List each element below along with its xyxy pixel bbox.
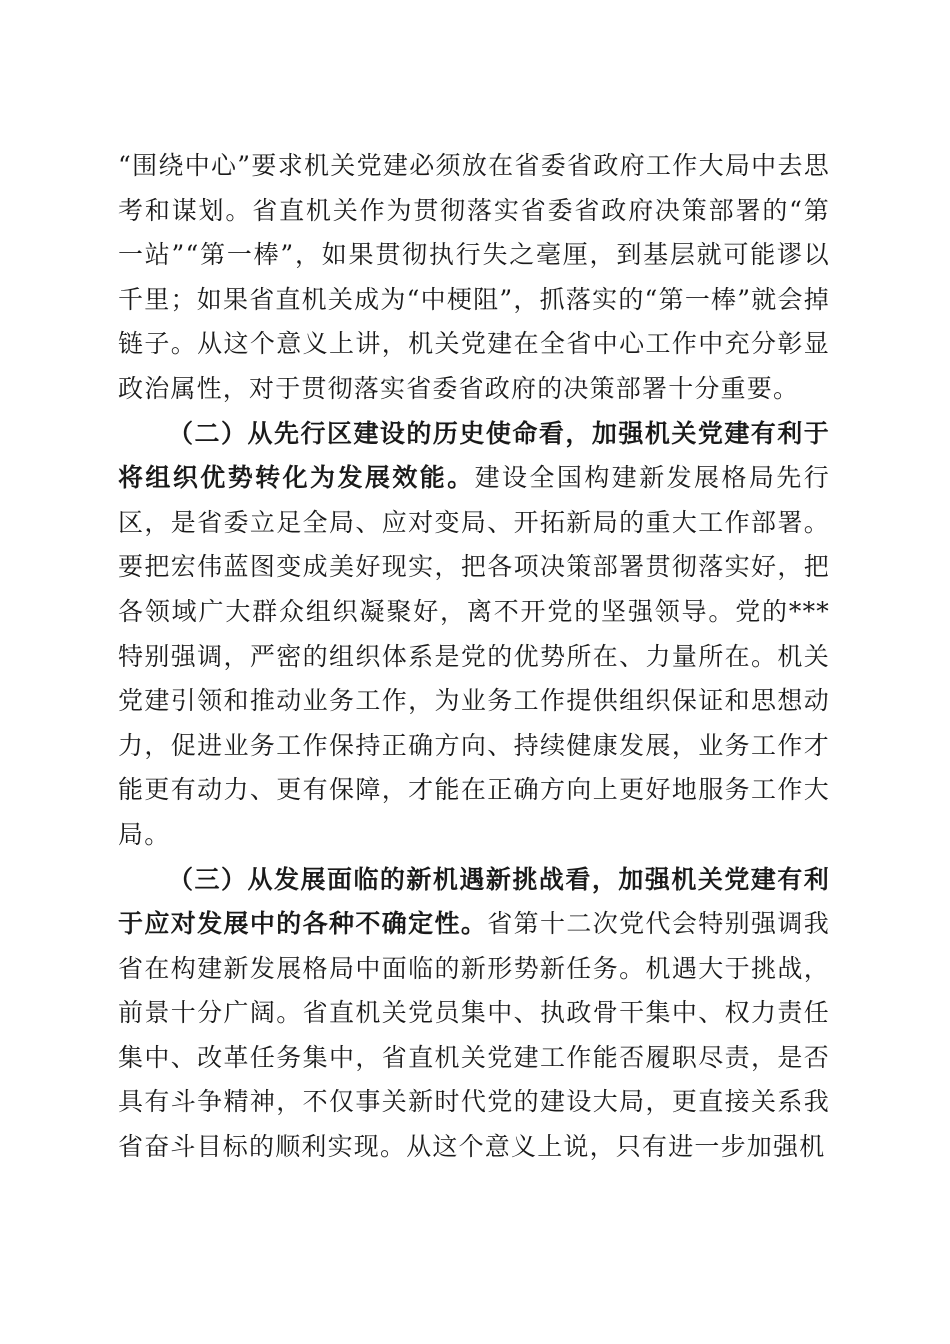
paragraph-2-text: 建设全国构建新发展格局先行区，是省委立足全局、应对变局、开拓新局的重大工作部署。要把宏伟蓝图变成美好现实，把各项决策部署贯彻落实好，把各领域广大群众组织凝聚好，离不开党的坚强领导。党的***特别强调，严密的组织体系是党的优势所在、力量所在。机关党建引领和推动业务工作，为业务工作提供组织保证和思想动力，促进业务工作保持正确方向、持续健康发展，业务工作才能更有动力、更有保障，才能在正确方向上更好地服务工作大局。 [118, 463, 830, 849]
paragraph-2-lead: （二）从先行区建设的历史使命看，加强机关党建有利于将组织优势转化为发展效能。 [118, 418, 830, 493]
document-body [118, 144, 830, 1170]
paragraph-3-lead: （三）从发展面临的新机遇新挑战看，加强机关党建有利于应对发展中的各种不确定性。 [118, 864, 830, 939]
paragraph-1-text: “围绕中心”要求机关党建必须放在省委省政府工作大局中去思考和谋划。省直机关作为贯彻落实省委省政府决策部署的“第一站”“第一棒”，如果贯彻执行失之毫厘，到基层就可能谬以千里；如果省直机关成为“中梗阻”，抓落实的“第一棒”就会掉链子。从这个意义上讲，机关党建在全省中心工作中充分彰显政治属性，对于贯彻落实省委省政府的决策部署十分重要。 [118, 151, 830, 403]
paragraph-2 [118, 412, 830, 858]
paragraph-1 [118, 144, 830, 412]
paragraph-3 [118, 858, 830, 1170]
paragraph-3-text: 省第十二次党代会特别强调我省在构建新发展格局中面临的新形势新任务。机遇大于挑战，前景十分广阔。省直机关党员集中、执政骨干集中、权力责任集中、改革任务集中，省直机关党建工作能否履职尽责，是否具有斗争精神，不仅事关新时代党的建设大局，更直接关系我省奋斗目标的顺利实现。从这个意义上说，只有进一步加强机 [118, 909, 830, 1162]
